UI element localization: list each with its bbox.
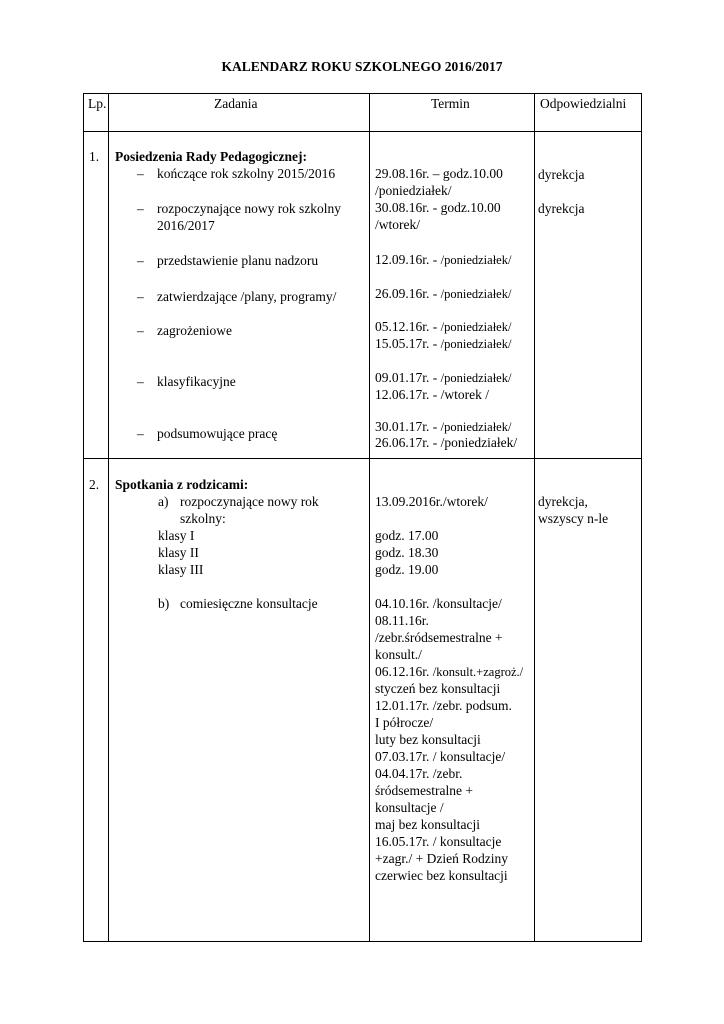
list-item: comiesięczne konsultacje	[180, 596, 318, 611]
row-heading: Posiedzenia Rady Pedagogicznej:	[115, 149, 307, 164]
date-text: maj bez konsultacji	[375, 817, 480, 832]
date-weekday: /poniedziałek/	[440, 337, 512, 351]
header-lp: Lp.	[88, 96, 107, 111]
list-dash: –	[137, 426, 144, 441]
list-item: rozpoczynające nowy rok	[180, 494, 319, 509]
list-item: podsumowujące pracę	[157, 426, 278, 441]
date-text: /wtorek/	[375, 217, 420, 232]
list-item: przedstawienie planu nadzoru	[157, 253, 319, 268]
table-border-left	[83, 93, 84, 942]
row-number: 2.	[89, 477, 100, 492]
list-dash: –	[137, 166, 144, 181]
date-text: 16.05.17r. / konsultacje	[375, 834, 502, 849]
date-main: 12.09.16r. -	[375, 252, 441, 267]
list-item: szkolny:	[180, 511, 226, 526]
date-main: 30.01.17r. -	[375, 419, 441, 434]
header-zadania: Zadania	[214, 96, 258, 111]
list-item: zagrożeniowe	[157, 323, 232, 338]
list-marker: a)	[158, 494, 169, 509]
list-marker: b)	[158, 596, 170, 611]
date-text: 12.06.17r. - /wtorek /	[375, 387, 489, 402]
date-main: 06.12.16r.	[375, 664, 433, 679]
list-dash: –	[137, 253, 144, 268]
list-item: zatwierdzające /plany, programy/	[157, 289, 337, 304]
column-divider-lp	[108, 93, 109, 942]
column-divider-zadania	[369, 93, 370, 942]
date-text: godz. 17.00	[375, 528, 439, 543]
date-text	[375, 335, 511, 353]
list-dash: –	[137, 289, 144, 304]
date-text	[375, 318, 511, 336]
date-text: +zagr./ + Dzień Rodziny	[375, 851, 508, 866]
date-text: konsultacje /	[375, 800, 444, 815]
date-text	[375, 285, 511, 303]
date-text: luty bez konsultacji	[375, 732, 481, 747]
list-item: kończące rok szkolny 2015/2016	[157, 166, 336, 181]
list-item: klasyfikacyjne	[157, 374, 236, 389]
document-title: KALENDARZ ROKU SZKOLNEGO 2016/2017	[221, 59, 503, 74]
list-dash: –	[137, 323, 144, 338]
date-text: 30.08.16r. - godz.10.00	[375, 200, 501, 215]
date-weekday: /poniedziałek/	[440, 287, 512, 301]
date-text: /poniedziałek/	[375, 183, 452, 198]
list-item: 2016/2017	[157, 218, 215, 233]
responsible-text: dyrekcja	[538, 167, 585, 182]
column-divider-termin	[534, 93, 535, 942]
list-item: rozpoczynające nowy rok szkolny	[157, 201, 342, 216]
date-weekday: /poniedziałek/	[440, 371, 512, 385]
date-main: 15.05.17r. -	[375, 336, 441, 351]
date-text	[375, 251, 511, 269]
responsible-text: dyrekcja	[538, 201, 585, 216]
date-text: śródsemestralne +	[375, 783, 473, 798]
date-text: I półrocze/	[375, 715, 434, 730]
table-border-top	[83, 93, 642, 94]
date-main: 09.01.17r. -	[375, 370, 441, 385]
list-dash: –	[137, 374, 144, 389]
row-number: 1.	[89, 149, 100, 164]
header-termin: Termin	[431, 96, 470, 111]
date-text: godz. 18.30	[375, 545, 439, 560]
date-weekday: /poniedziałek/	[440, 253, 512, 267]
header-divider	[83, 131, 642, 132]
date-text: godz. 19.00	[375, 562, 439, 577]
date-main: 26.09.16r. -	[375, 286, 441, 301]
table-border-bottom	[83, 941, 642, 942]
responsible-text: dyrekcja,	[538, 494, 588, 509]
header-odpowiedzialni: Odpowiedzialni	[540, 96, 627, 111]
date-weekday: /poniedziałek/	[440, 320, 512, 334]
class-item: klasy II	[158, 545, 199, 560]
date-text: 04.04.17r. /zebr.	[375, 766, 463, 781]
date-text: czerwiec bez konsultacji	[375, 868, 508, 883]
table-border-right	[641, 93, 642, 942]
date-text	[375, 663, 523, 681]
date-text: 12.01.17r. /zebr. podsum.	[375, 698, 512, 713]
list-dash: –	[137, 201, 144, 216]
row-divider	[83, 458, 642, 459]
date-note: /konsult.+zagroż./	[432, 665, 524, 679]
responsible-text: wszyscy n-le	[538, 511, 609, 526]
date-weekday: /poniedziałek/	[440, 420, 512, 434]
date-text: 08.11.16r.	[375, 613, 429, 628]
date-text: 13.09.2016r./wtorek/	[375, 494, 488, 509]
date-text: 26.06.17r. - /poniedziałek/	[375, 435, 518, 450]
class-item: klasy I	[158, 528, 195, 543]
date-text: styczeń bez konsultacji	[375, 681, 501, 696]
date-text	[375, 369, 511, 387]
date-text: 29.08.16r. – godz.10.00	[375, 166, 503, 181]
row-heading: Spotkania z rodzicami:	[115, 477, 249, 492]
date-text: konsult./	[375, 647, 422, 662]
date-text: 04.10.16r. /konsultacje/	[375, 596, 502, 611]
date-text: 07.03.17r. / konsultacje/	[375, 749, 506, 764]
class-item: klasy III	[158, 562, 204, 577]
date-main: 05.12.16r. -	[375, 319, 441, 334]
date-text: /zebr.śródsemestralne +	[375, 630, 503, 645]
